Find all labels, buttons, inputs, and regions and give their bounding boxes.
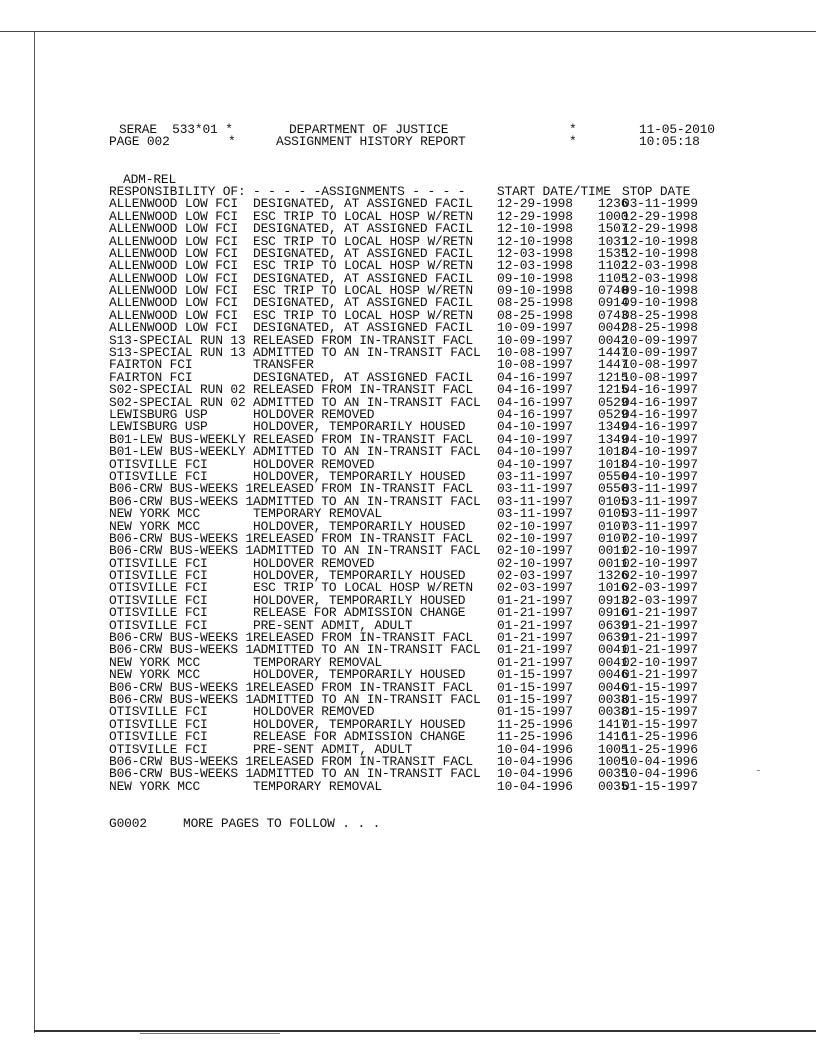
facility-cell: ALLENWOOD LOW FCI	[109, 196, 238, 212]
stop-date-cell: 12-03-1998	[622, 258, 698, 274]
assignment-cell: HOLDOVER, TEMPORARILY HOUSED	[253, 667, 466, 683]
start-date-cell: 04-10-1997	[497, 419, 573, 435]
assignment-cell: DESIGNATED, AT ASSIGNED FACIL	[253, 245, 473, 261]
stop-date-cell: 03-11-1997	[622, 493, 698, 509]
start-date-cell: 10-09-1997	[497, 320, 573, 336]
assignment-cell: HOLDOVER, TEMPORARILY HOUSED	[253, 568, 466, 584]
assignment-cell: ESC TRIP TO LOCAL HOSP W/RETN	[253, 208, 473, 224]
assignment-cell: ADMITTED TO AN IN-TRANSIT FACL	[253, 444, 481, 460]
start-date-cell: 10-04-1996	[497, 753, 573, 769]
start-date-cell: 01-15-1997	[497, 679, 573, 695]
start-time-cell: 1326	[598, 568, 629, 584]
assignment-cell: DESIGNATED, AT ASSIGNED FACIL	[253, 369, 473, 385]
facility-cell: LEWISBURG USP	[109, 406, 208, 422]
facility-cell: NEW YORK MCC	[109, 654, 201, 670]
assignment-cell: PRE-SENT ADMIT, ADULT	[253, 617, 413, 633]
start-time-cell: 0046	[598, 679, 629, 695]
start-date-cell: 04-10-1997	[497, 456, 573, 472]
column-header-responsibility: RESPONSIBILITY OF:	[109, 183, 246, 199]
start-time-cell: 1000	[598, 208, 629, 224]
facility-cell: OTISVILLE FCI	[109, 605, 208, 621]
report-title: ASSIGNMENT HISTORY REPORT	[276, 134, 466, 150]
start-time-cell: 1102	[598, 258, 629, 274]
stop-date-cell: 01-21-1997	[622, 667, 698, 683]
stop-date-cell: 01-15-1997	[622, 691, 698, 707]
start-date-cell: 04-10-1997	[497, 431, 573, 447]
stop-date-cell: 01-21-1997	[622, 642, 698, 658]
facility-cell: ALLENWOOD LOW FCI	[109, 245, 238, 261]
start-date-cell: 01-21-1997	[497, 605, 573, 621]
start-time-cell: 0529	[598, 406, 629, 422]
facility-cell: B06-CRW BUS-WEEKS 1	[109, 493, 254, 509]
assignment-cell: ADMITTED TO AN IN-TRANSIT FACL	[253, 543, 481, 559]
page-number: PAGE 002	[109, 134, 170, 150]
facility-cell: OTISVILLE FCI	[109, 592, 208, 608]
start-date-cell: 03-11-1997	[497, 493, 573, 509]
start-time-cell: 0639	[598, 630, 629, 646]
assignment-cell: RELEASED FROM IN-TRANSIT FACL	[253, 753, 473, 769]
blank-line	[109, 793, 729, 805]
start-date-cell: 04-16-1997	[497, 406, 573, 422]
assignment-cell: RELEASED FROM IN-TRANSIT FACL	[253, 431, 473, 447]
stop-date-cell: 02-10-1997	[622, 543, 698, 559]
start-date-cell: 02-10-1997	[497, 530, 573, 546]
assignment-cell: TEMPORARY REMOVAL	[253, 654, 382, 670]
facility-cell: OTISVILLE FCI	[109, 704, 208, 720]
footer-code: G0002	[109, 815, 147, 831]
stop-date-cell: 04-10-1997	[622, 468, 698, 484]
start-date-cell: 12-03-1998	[497, 258, 573, 274]
assignment-cell: ADMITTED TO AN IN-TRANSIT FACL	[253, 345, 481, 361]
assignment-cell: PRE-SENT ADMIT, ADULT	[253, 741, 413, 757]
start-date-cell: 10-08-1997	[497, 357, 573, 373]
start-date-cell: 02-10-1997	[497, 555, 573, 571]
start-time-cell: 1005	[598, 753, 629, 769]
assignment-cell: TEMPORARY REMOVAL	[253, 778, 382, 794]
start-date-cell: 10-04-1996	[497, 778, 573, 794]
start-time-cell: 1236	[598, 196, 629, 212]
assignment-cell: ADMITTED TO AN IN-TRANSIT FACL	[253, 493, 481, 509]
start-time-cell: 1535	[598, 245, 629, 261]
start-date-cell: 10-08-1997	[497, 345, 573, 361]
start-date-cell: 08-25-1998	[497, 295, 573, 311]
stop-date-cell: 04-16-1997	[622, 394, 698, 410]
facility-cell: S13-SPECIAL RUN 13	[109, 345, 246, 361]
facility-cell: B06-CRW BUS-WEEKS 1	[109, 543, 254, 559]
assignment-cell: RELEASED FROM IN-TRANSIT FACL	[253, 679, 473, 695]
stop-date-cell: 10-08-1997	[622, 357, 698, 373]
start-time-cell: 1507	[598, 221, 629, 237]
start-date-cell: 12-29-1998	[497, 196, 573, 212]
assignment-cell: TRANSFER	[253, 357, 314, 373]
start-time-cell: 0011	[598, 555, 629, 571]
facility-cell: ALLENWOOD LOW FCI	[109, 283, 238, 299]
start-time-cell: 0743	[598, 307, 629, 323]
start-date-cell: 12-29-1998	[497, 208, 573, 224]
assignment-cell: RELEASED FROM IN-TRANSIT FACL	[253, 382, 473, 398]
start-date-cell: 01-21-1997	[497, 592, 573, 608]
start-date-cell: 01-21-1997	[497, 654, 573, 670]
assignment-cell: HOLDOVER, TEMPORARILY HOUSED	[253, 419, 466, 435]
facility-cell: B06-CRW BUS-WEEKS 1	[109, 691, 254, 707]
start-time-cell: 0011	[598, 543, 629, 559]
facility-cell: B06-CRW BUS-WEEKS 1	[109, 530, 254, 546]
assignment-cell: ESC TRIP TO LOCAL HOSP W/RETN	[253, 307, 473, 323]
start-date-cell: 02-03-1997	[497, 580, 573, 596]
assignment-cell: DESIGNATED, AT ASSIGNED FACIL	[253, 270, 473, 286]
start-time-cell: 1447	[598, 357, 629, 373]
stop-date-cell: 01-21-1997	[622, 630, 698, 646]
start-time-cell: 0107	[598, 530, 629, 546]
facility-cell: ALLENWOOD LOW FCI	[109, 258, 238, 274]
start-time-cell: 0105	[598, 506, 629, 522]
stop-date-cell: 03-11-1997	[622, 506, 698, 522]
start-time-cell: 0038	[598, 704, 629, 720]
assignment-cell: DESIGNATED, AT ASSIGNED FACIL	[253, 295, 473, 311]
stop-date-cell: 02-03-1997	[622, 580, 698, 596]
start-date-cell: 01-21-1997	[497, 617, 573, 633]
facility-cell: ALLENWOOD LOW FCI	[109, 295, 238, 311]
assignment-cell: HOLDOVER, TEMPORARILY HOUSED	[253, 716, 466, 732]
assignment-cell: ADMITTED TO AN IN-TRANSIT FACL	[253, 642, 481, 658]
scan-speck	[757, 770, 760, 771]
assignment-cell: HOLDOVER REMOVED	[253, 704, 375, 720]
assignment-cell: RELEASED FROM IN-TRANSIT FACL	[253, 630, 473, 646]
blank-line	[109, 149, 729, 161]
header-star-bottom: *	[569, 134, 577, 150]
stop-date-cell: 09-10-1998	[622, 283, 698, 299]
start-time-cell: 1349	[598, 431, 629, 447]
facility-cell: B06-CRW BUS-WEEKS 1	[109, 753, 254, 769]
assignment-cell: ESC TRIP TO LOCAL HOSP W/RETN	[253, 233, 473, 249]
stop-date-cell: 04-16-1997	[622, 382, 698, 398]
assignment-cell: TEMPORARY REMOVAL	[253, 506, 382, 522]
facility-cell: ALLENWOOD LOW FCI	[109, 208, 238, 224]
facility-cell: B06-CRW BUS-WEEKS 1	[109, 481, 254, 497]
start-date-cell: 04-16-1997	[497, 394, 573, 410]
facility-cell: OTISVILLE FCI	[109, 468, 208, 484]
stop-date-cell: 11-25-1996	[622, 741, 698, 757]
start-time-cell: 1005	[598, 741, 629, 757]
facility-cell: B01-LEW BUS-WEEKLY	[109, 431, 246, 447]
assignment-cell: RELEASED FROM IN-TRANSIT FACL	[253, 332, 473, 348]
stop-date-cell: 09-10-1998	[622, 295, 698, 311]
start-time-cell: 0105	[598, 493, 629, 509]
stop-date-cell: 12-10-1998	[622, 233, 698, 249]
stop-date-cell: 10-08-1997	[622, 369, 698, 385]
assignment-cell: ADMITTED TO AN IN-TRANSIT FACL	[253, 394, 481, 410]
start-date-cell: 01-15-1997	[497, 667, 573, 683]
stop-date-cell: 02-10-1997	[622, 568, 698, 584]
stop-date-cell: 03-11-1997	[622, 518, 698, 534]
facility-cell: OTISVILLE FCI	[109, 456, 208, 472]
assignment-cell: RELEASE FOR ADMISSION CHANGE	[253, 729, 466, 745]
table-row	[109, 778, 729, 794]
page-star: *	[228, 134, 236, 150]
start-date-cell: 11-25-1996	[497, 716, 573, 732]
facility-cell: B06-CRW BUS-WEEKS 1	[109, 766, 254, 782]
start-time-cell: 1016	[598, 580, 629, 596]
start-date-cell: 04-16-1997	[497, 369, 573, 385]
assignment-cell: RELEASE FOR ADMISSION CHANGE	[253, 605, 466, 621]
stop-date-cell: 10-04-1996	[622, 753, 698, 769]
start-date-cell: 03-11-1997	[497, 506, 573, 522]
start-date-cell: 09-10-1998	[497, 283, 573, 299]
stop-date-cell: 01-21-1997	[622, 617, 698, 633]
facility-cell: NEW YORK MCC	[109, 506, 201, 522]
facility-cell: NEW YORK MCC	[109, 518, 201, 534]
start-time-cell: 0550	[598, 481, 629, 497]
start-date-cell: 08-25-1998	[497, 307, 573, 323]
stop-date-cell: 01-15-1997	[622, 704, 698, 720]
start-time-cell: 1215	[598, 369, 629, 385]
facility-cell: LEWISBURG USP	[109, 419, 208, 435]
facility-cell: ALLENWOOD LOW FCI	[109, 270, 238, 286]
column-header-assignments: - - - - -ASSIGNMENTS - - - -	[253, 183, 466, 199]
start-date-cell: 01-15-1997	[497, 704, 573, 720]
start-time-cell: 0914	[598, 295, 629, 311]
stop-date-cell: 01-21-1997	[622, 605, 698, 621]
start-date-cell: 12-10-1998	[497, 233, 573, 249]
facility-cell: S02-SPECIAL RUN 02	[109, 394, 246, 410]
start-date-cell: 03-11-1997	[497, 481, 573, 497]
facility-cell: FAIRTON FCI	[109, 357, 193, 373]
stop-date-cell: 04-16-1997	[622, 406, 698, 422]
start-date-cell: 01-21-1997	[497, 630, 573, 646]
start-time-cell: 0740	[598, 283, 629, 299]
facility-cell: OTISVILLE FCI	[109, 580, 208, 596]
stop-date-cell: 10-04-1996	[622, 766, 698, 782]
start-date-cell: 10-04-1996	[497, 766, 573, 782]
stop-date-cell: 08-25-1998	[622, 320, 698, 336]
facility-cell: NEW YORK MCC	[109, 667, 201, 683]
stop-date-cell: 10-09-1997	[622, 332, 698, 348]
page-edge-bottom	[34, 1030, 816, 1032]
page-edge-left	[34, 31, 35, 1033]
start-date-cell: 10-04-1996	[497, 741, 573, 757]
stop-date-cell: 01-15-1997	[622, 778, 698, 794]
stop-date-cell: 04-10-1997	[622, 431, 698, 447]
start-time-cell: 0042	[598, 332, 629, 348]
start-date-cell: 09-10-1998	[497, 270, 573, 286]
start-time-cell: 0639	[598, 617, 629, 633]
start-time-cell: 0038	[598, 691, 629, 707]
assignment-cell: HOLDOVER REMOVED	[253, 406, 375, 422]
facility-cell: OTISVILLE FCI	[109, 729, 208, 745]
stop-date-cell: 04-16-1997	[622, 419, 698, 435]
facility-cell: S13-SPECIAL RUN 13	[109, 332, 246, 348]
start-date-cell: 02-03-1997	[497, 568, 573, 584]
assignment-cell: ESC TRIP TO LOCAL HOSP W/RETN	[253, 258, 473, 274]
assignment-cell: ESC TRIP TO LOCAL HOSP W/RETN	[253, 283, 473, 299]
start-time-cell: 1018	[598, 444, 629, 460]
stop-date-cell: 03-11-1999	[622, 196, 698, 212]
start-time-cell: 0913	[598, 592, 629, 608]
facility-cell: NEW YORK MCC	[109, 778, 201, 794]
report-date: 11-05-2010	[639, 122, 715, 137]
facility-cell: ALLENWOOD LOW FCI	[109, 233, 238, 249]
page-edge-bottom-mark	[140, 1033, 280, 1034]
assignment-cell: DESIGNATED, AT ASSIGNED FACIL	[253, 320, 473, 336]
start-time-cell: 1447	[598, 345, 629, 361]
start-date-cell: 01-21-1997	[497, 642, 573, 658]
start-time-cell: 1018	[598, 456, 629, 472]
start-time-cell: 0035	[598, 778, 629, 794]
header-star-top: *	[569, 122, 577, 137]
assignment-cell: RELEASED FROM IN-TRANSIT FACL	[253, 530, 473, 546]
start-time-cell: 1417	[598, 716, 629, 732]
column-header-stop: STOP DATE	[622, 183, 691, 199]
blank-line	[109, 161, 729, 173]
assignment-rows	[109, 198, 729, 793]
stop-date-cell: 12-03-1998	[622, 270, 698, 286]
start-time-cell: 0107	[598, 518, 629, 534]
facility-cell: B06-CRW BUS-WEEKS 1	[109, 630, 254, 646]
report-time: 10:05:18	[639, 134, 700, 150]
start-date-cell: 10-09-1997	[497, 332, 573, 348]
facility-cell: B06-CRW BUS-WEEKS 1	[109, 679, 254, 695]
start-date-cell: 02-10-1997	[497, 543, 573, 559]
stop-date-cell: 03-11-1997	[622, 481, 698, 497]
facility-cell: S02-SPECIAL RUN 02	[109, 382, 246, 398]
column-header-start: START DATE/TIME	[497, 183, 611, 199]
facility-cell: OTISVILLE FCI	[109, 617, 208, 633]
start-date-cell: 01-15-1997	[497, 691, 573, 707]
assignment-cell: HOLDOVER, TEMPORARILY HOUSED	[253, 518, 466, 534]
start-time-cell: 1031	[598, 233, 629, 249]
stop-date-cell: 02-10-1997	[622, 530, 698, 546]
stop-date-cell: 01-15-1997	[622, 679, 698, 695]
start-time-cell: 1416	[598, 729, 629, 745]
start-time-cell: 0041	[598, 642, 629, 658]
assignment-cell: ESC TRIP TO LOCAL HOSP W/RETN	[253, 580, 473, 596]
facility-cell: ALLENWOOD LOW FCI	[109, 221, 238, 237]
start-date-cell: 11-25-1996	[497, 729, 573, 745]
start-time-cell: 1105	[598, 270, 629, 286]
department-name: DEPARTMENT OF JUSTICE	[289, 122, 449, 137]
stop-date-cell: 02-10-1997	[622, 555, 698, 571]
stop-date-cell: 08-25-1998	[622, 307, 698, 323]
assignment-cell: HOLDOVER, TEMPORARILY HOUSED	[253, 592, 466, 608]
stop-date-cell: 12-10-1998	[622, 245, 698, 261]
facility-cell: OTISVILLE FCI	[109, 555, 208, 571]
start-time-cell: 0035	[598, 766, 629, 782]
facility-cell: B06-CRW BUS-WEEKS 1	[109, 642, 254, 658]
assignment-cell: DESIGNATED, AT ASSIGNED FACIL	[253, 221, 473, 237]
start-time-cell: 0046	[598, 667, 629, 683]
start-date-cell: 04-10-1997	[497, 444, 573, 460]
footer-message: MORE PAGES TO FOLLOW . . .	[183, 815, 381, 831]
start-date-cell: 12-10-1998	[497, 221, 573, 237]
assignment-cell: HOLDOVER REMOVED	[253, 555, 375, 571]
assignment-cell: ADMITTED TO AN IN-TRANSIT FACL	[253, 766, 481, 782]
stop-date-cell: 11-25-1996	[622, 729, 698, 745]
start-time-cell: 1349	[598, 419, 629, 435]
adm-rel-label: ADM-REL	[123, 171, 177, 187]
start-date-cell: 12-03-1998	[497, 245, 573, 261]
stop-date-cell: 10-09-1997	[622, 345, 698, 361]
stop-date-cell: 04-10-1997	[622, 444, 698, 460]
start-time-cell: 0041	[598, 654, 629, 670]
facility-cell: B01-LEW BUS-WEEKLY	[109, 444, 246, 460]
stop-date-cell: 12-29-1998	[622, 208, 698, 224]
assignment-cell: HOLDOVER REMOVED	[253, 456, 375, 472]
assignment-cell: DESIGNATED, AT ASSIGNED FACIL	[253, 196, 473, 212]
stop-date-cell: 02-10-1997	[622, 654, 698, 670]
facility-cell: OTISVILLE FCI	[109, 568, 208, 584]
system-code: 533*01 *	[172, 122, 233, 137]
start-date-cell: 03-11-1997	[497, 468, 573, 484]
facility-cell: ALLENWOOD LOW FCI	[109, 320, 238, 336]
page-edge-top	[0, 31, 816, 32]
stop-date-cell: 02-03-1997	[622, 592, 698, 608]
assignment-cell: RELEASED FROM IN-TRANSIT FACL	[253, 481, 473, 497]
start-time-cell: 0550	[598, 468, 629, 484]
stop-date-cell: 12-29-1998	[622, 221, 698, 237]
facility-cell: OTISVILLE FCI	[109, 741, 208, 757]
facility-cell: ALLENWOOD LOW FCI	[109, 307, 238, 323]
system-name: SERAE	[119, 122, 157, 137]
start-time-cell: 0916	[598, 605, 629, 621]
facility-cell: FAIRTON FCI	[109, 369, 193, 385]
assignment-history-report	[109, 124, 729, 830]
header-line-2	[109, 136, 729, 148]
start-date-cell: 04-16-1997	[497, 382, 573, 398]
facility-cell: OTISVILLE FCI	[109, 716, 208, 732]
start-date-cell: 02-10-1997	[497, 518, 573, 534]
footer-line	[109, 815, 729, 831]
start-time-cell: 0529	[598, 394, 629, 410]
stop-date-cell: 01-15-1997	[622, 716, 698, 732]
stop-date-cell: 04-10-1997	[622, 456, 698, 472]
start-time-cell: 0042	[598, 320, 629, 336]
assignment-cell: ADMITTED TO AN IN-TRANSIT FACL	[253, 691, 481, 707]
start-time-cell: 1215	[598, 382, 629, 398]
assignment-cell: HOLDOVER, TEMPORARILY HOUSED	[253, 468, 466, 484]
